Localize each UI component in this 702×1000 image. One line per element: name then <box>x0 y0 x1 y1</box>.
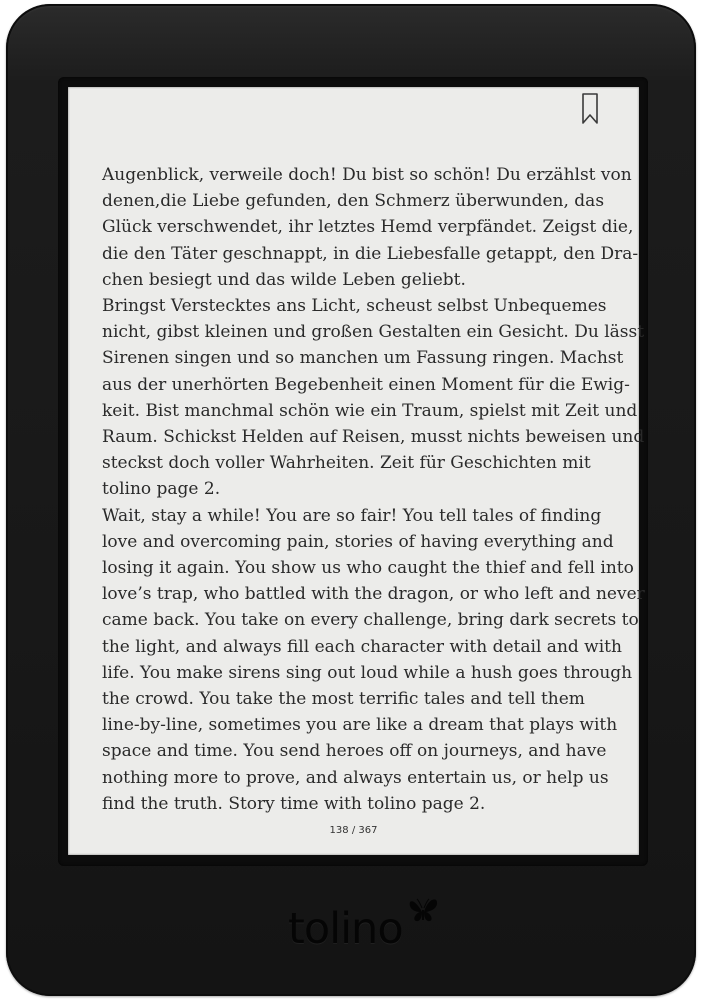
text-line: the light, and always fill each character with detail and with <box>102 636 622 657</box>
text-line: life. You make sirens sing out loud while a hush goes through <box>102 662 633 683</box>
text-line: line-by-line, sometimes you are like a dream that plays with <box>102 715 618 736</box>
page-text <box>102 162 645 817</box>
text-line: steckst doch voller Wahrheiten. Zeit für Geschichten mit <box>102 453 591 474</box>
text-line: the crowd. You take the most terrific tales and tell them <box>102 689 585 710</box>
text-line: tolino page 2. <box>102 479 221 500</box>
text-line: came back. You take on every challenge, bring dark secrets to <box>102 610 639 631</box>
text-line: Augenblick, verweile doch! Du bist so schön! Du erzählst von <box>102 165 632 185</box>
text-line: Raum. Schickst Helden auf Reisen, musst nichts beweisen und <box>102 427 645 448</box>
text-line: love and overcoming pain, stories of having everything and <box>102 531 614 552</box>
text-line: die den Täter geschnappt, in die Liebesfalle getappt, den Dra- <box>102 243 639 264</box>
text-line: chen besiegt und das wilde Leben geliebt. <box>102 269 466 290</box>
text-line: denen,die Liebe gefunden, den Schmerz überwunden, das <box>102 191 605 212</box>
ereader-device <box>6 4 696 996</box>
brand-wordmark: tolino <box>288 904 403 954</box>
ereader-screen[interactable] <box>68 87 645 855</box>
bookmark-icon[interactable] <box>580 93 600 125</box>
text-line: Sirenen singen und so manchen um Fassung ringen. Machst <box>102 348 624 369</box>
brand-logo <box>288 892 448 962</box>
page-indicator: 138 / 367 <box>329 825 378 836</box>
text-line: Wait, stay a while! You are so fair! You tell tales of finding <box>102 505 602 526</box>
text-line: losing it again. You show us who caught the thief and fell into <box>102 558 634 579</box>
text-line: nicht, gibst kleinen und großen Gestalten ein Gesicht. Du lässt <box>102 322 645 343</box>
text-line: keit. Bist manchmal schön wie ein Traum, spielst mit Zeit und <box>102 400 638 421</box>
text-line: space and time. You send heroes off on journeys, and have <box>102 741 607 762</box>
text-line: find the truth. Story time with tolino page 2. <box>102 793 486 814</box>
text-line: love’s trap, who battled with the dragon, or who left and never <box>102 584 645 605</box>
text-line: aus der unerhörten Begebenheit einen Moment für die Ewig- <box>102 374 630 395</box>
text-line: Bringst Verstecktes ans Licht, scheust selbst Unbequemes <box>102 296 607 317</box>
text-line: Glück verschwendet, ihr letztes Hemd verpfändet. Zeigst die, <box>102 217 634 238</box>
butterfly-icon <box>406 894 440 926</box>
text-line: nothing more to prove, and always entertain us, or help us <box>102 767 609 788</box>
